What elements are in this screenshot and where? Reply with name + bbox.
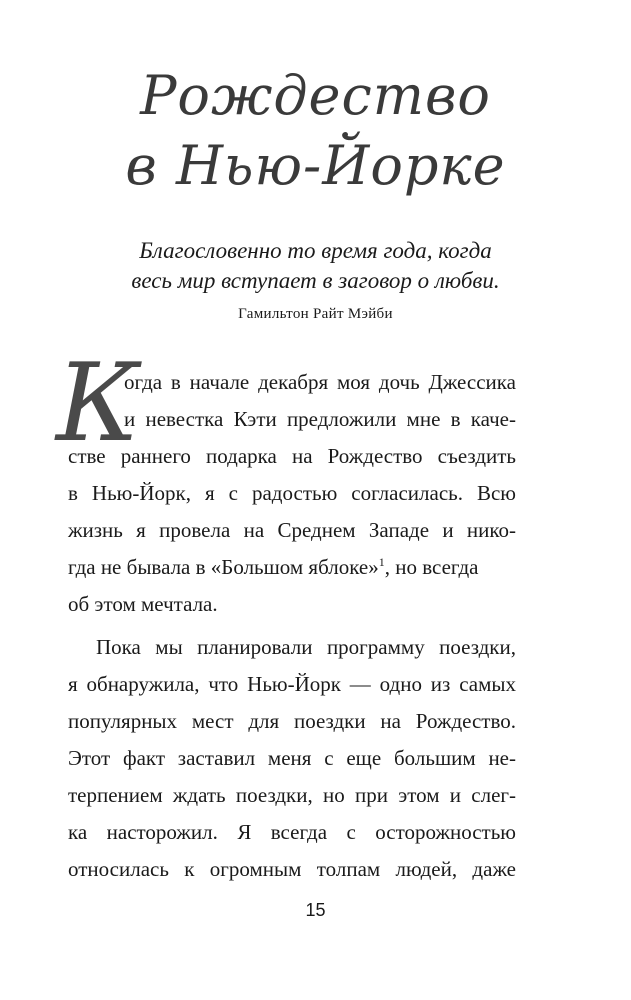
paragraph-1-line-6-tail: , но всегда [384,555,479,579]
chapter-title-line-1: Рождество [140,64,491,127]
epigraph-author: Гамильтон Райт Мэйби [238,306,393,322]
drop-cap: К [56,341,140,466]
paragraph-1-line-5: жизнь я провела на Среднем Западе и нико- [68,518,516,542]
paragraph-1-line-3: стве раннего подарка на Рождество съездить [68,444,516,468]
paragraph-1-line-6 [68,557,516,578]
paragraph-2-line-7: относилась к огромным толпам людей, даже [68,857,516,881]
paragraph-2-line-6: ка насторожил. Я всегда с осторожностью [68,820,516,844]
epigraph-line-1: Благословенно то время года, когда [139,238,492,263]
paragraph-1-line-6-text: гда не бывала в «Большом яблоке» [68,555,379,579]
chapter-title-line-2: в Нью-Йорке [125,134,506,197]
paragraph-2-line-4: Этот факт заставил меня с еще большим не- [68,746,516,770]
epigraph-line-2: весь мир вступает в заговор о любви. [131,268,500,293]
paragraph-1-line-2: и невестка Кэти предложили мне в каче- [124,407,516,431]
paragraph-1-line-4: в Нью-Йорк, я с радостью согласилась. Всю [68,481,516,505]
paragraph-2-line-3: популярных мест для поездки на Рождество. [68,709,516,733]
paragraph-2-line-1: Пока мы планировали программу поездки, [96,635,516,659]
paragraph-2-line-2: я обнаружила, что Нью-Йорк — одно из самых [68,672,516,696]
paragraph-1-line-1: огда в начале декабря моя дочь Джессика [124,370,516,394]
footnote-reference[interactable]: 1 [378,555,385,569]
paragraph-1-line-7: об этом мечтала. [68,592,218,616]
page-number: 15 [305,900,326,920]
paragraph-2-line-5: терпением ждать поездки, но при этом и слег- [68,783,516,807]
